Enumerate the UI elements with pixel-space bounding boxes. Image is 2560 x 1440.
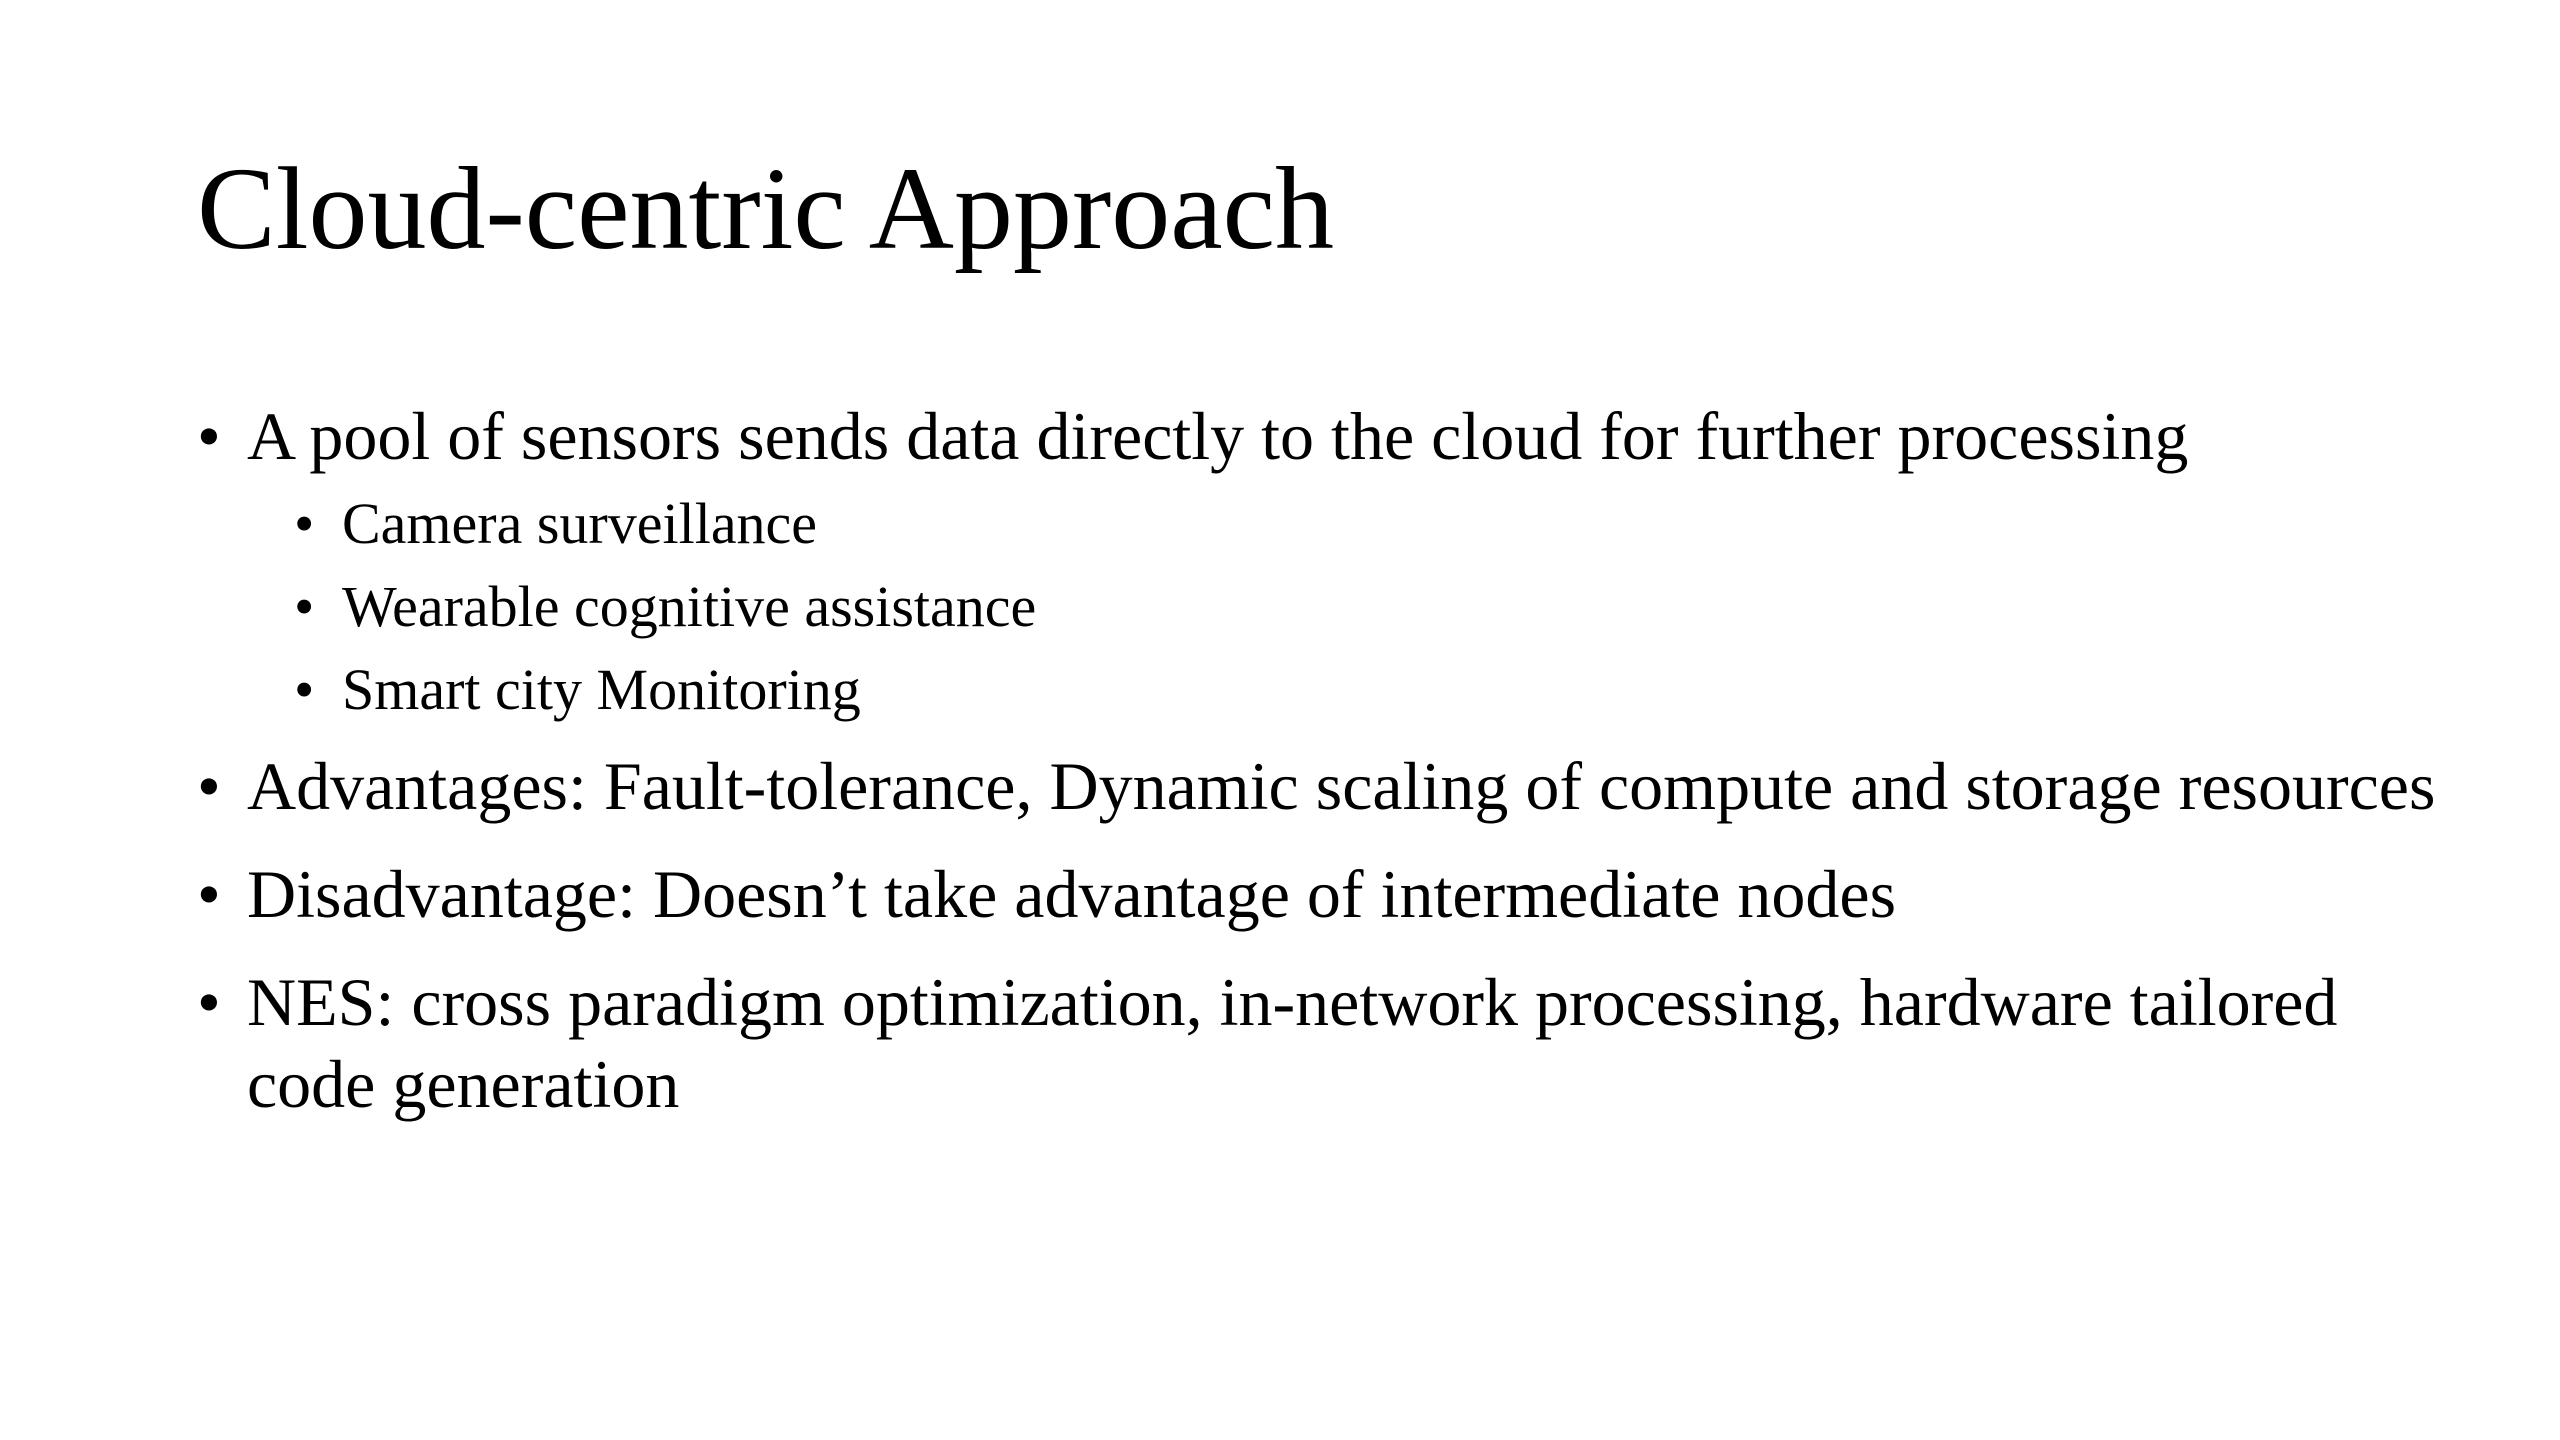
bullet-text: Advantages: Fault-tolerance, Dynamic scaling of compute and storage resources xyxy=(247,748,2436,824)
sub-bullet-text: Camera surveillance xyxy=(342,491,818,556)
bullet-text: NES: cross paradigm optimization, in-network processing, hardware tailored code generation xyxy=(247,964,2338,1122)
bullet-text: A pool of sensors sends data directly to the cloud for further processing xyxy=(247,398,2189,474)
bullet-dot-icon: • xyxy=(197,964,221,1040)
bullet-dot-icon: • xyxy=(197,748,221,824)
sub-bullet-item xyxy=(197,565,2437,648)
slide-title: Cloud-centric Approach xyxy=(197,143,1335,274)
bullet-text: Disadvantage: Doesn’t take advantage of intermediate nodes xyxy=(247,856,1897,932)
bullet-item xyxy=(197,395,2437,477)
bullet-item xyxy=(197,961,2437,1125)
sub-bullet-item xyxy=(197,482,2437,565)
bullet-dot-icon: • xyxy=(197,856,221,932)
sub-bullet-item xyxy=(197,648,2437,731)
sub-bullet-dot-icon: • xyxy=(294,574,315,639)
sub-bullet-dot-icon: • xyxy=(294,657,315,722)
bullet-list xyxy=(197,395,2437,1125)
bullet-item xyxy=(197,853,2437,935)
sub-bullet-dot-icon: • xyxy=(294,491,315,556)
bullet-dot-icon: • xyxy=(197,398,221,474)
sub-bullet-text: Wearable cognitive assistance xyxy=(342,574,1037,639)
bullet-item xyxy=(197,745,2437,827)
sub-bullet-list xyxy=(197,482,2437,731)
sub-bullet-text: Smart city Monitoring xyxy=(342,657,861,722)
